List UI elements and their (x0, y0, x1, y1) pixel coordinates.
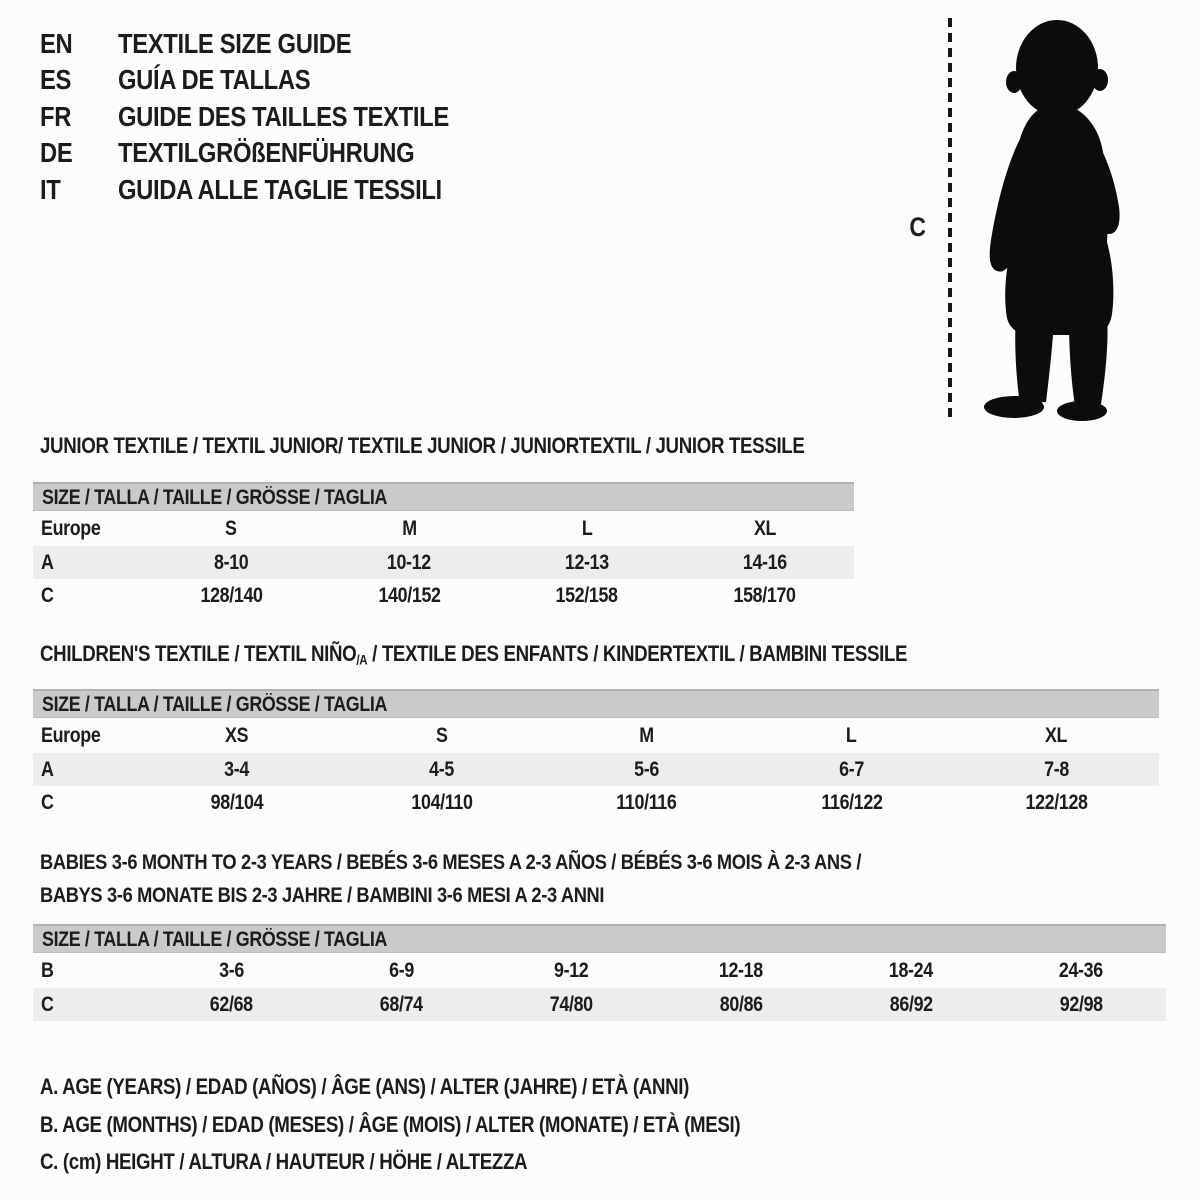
row-label: B (41, 958, 54, 982)
size-header-bar: SIZE / TALLA / TAILLE / GRÖSSE / TAGLIA (33, 482, 854, 511)
table-cell: 80/86 (719, 992, 763, 1016)
table-cell: 122/128 (1025, 790, 1088, 814)
table-cell: 140/152 (378, 583, 441, 607)
legend-line-b: B. AGE (MONTHS) / EDAD (MESES) / ÂGE (MOIS) / ALTER (MONATE) / ETÀ (MESI) (40, 1111, 741, 1137)
table-row (33, 786, 1159, 819)
table-row (33, 988, 1166, 1021)
row-label: C (41, 992, 54, 1016)
table-cell: 3-4 (224, 757, 250, 781)
table-cell: Europe (41, 516, 101, 540)
title-subscript: /A (356, 652, 368, 668)
toddler-silhouette-icon (972, 12, 1142, 422)
language-row-en (40, 26, 507, 62)
table-cell: 152/158 (555, 583, 619, 607)
guide-title: GUIDE DES TAILLES TEXTILE (118, 100, 449, 132)
table-cell: 7-8 (1044, 757, 1069, 781)
row-label: C (41, 583, 54, 607)
table-cell: 24-36 (1058, 958, 1103, 982)
table-cell: 14-16 (742, 550, 787, 574)
table-cell: 128/140 (200, 583, 263, 607)
table-row (33, 579, 854, 612)
table-cell: XL (1045, 723, 1068, 747)
language-row-de (40, 135, 507, 171)
section-title-babies: BABIES 3-6 MONTH TO 2-3 YEARS / BEBÉS 3-6 MESES A 2-3 AÑOS / BÉBÉS 3-6 MOIS À 2-3 ANS / BABYS 3-6 MONATE BIS 2-3 JAHRE / BAMBINI 3-6 MESI A 2-3 ANNI (40, 850, 862, 907)
table-cell: M (401, 516, 417, 540)
table-cell: XL (753, 516, 777, 540)
row-label: A (41, 757, 54, 781)
table-cell: 18-24 (889, 958, 933, 982)
height-measure-label: C (909, 212, 926, 242)
language-code: EN (40, 28, 73, 59)
table-cell: 68/74 (379, 992, 423, 1016)
table-row (33, 546, 854, 579)
table-cell: 92/98 (1059, 992, 1103, 1016)
table-cell: 9-12 (553, 958, 589, 982)
table-header-row (33, 718, 1159, 753)
table-cell: L (846, 723, 857, 747)
measurement-legend (40, 1068, 864, 1181)
junior-size-table (33, 482, 854, 612)
table-row (33, 953, 1166, 988)
legend-line-a: A. AGE (YEARS) / EDAD (AÑOS) / ÂGE (ANS) / ALTER (JAHRE) / ETÀ (ANNI) (40, 1074, 690, 1099)
section-title-junior: JUNIOR TEXTILE / TEXTIL JUNIOR/ TEXTILE JUNIOR / JUNIORTEXTIL / JUNIOR TESSILE (40, 433, 805, 458)
table-cell: 12-18 (719, 958, 764, 982)
language-code: FR (40, 100, 72, 132)
table-cell: 12-13 (565, 550, 610, 574)
guide-title: TEXTILGRÖßENFÜHRUNG (118, 137, 415, 169)
table-cell: 116/122 (820, 790, 883, 814)
children-size-table (33, 689, 1159, 819)
table-cell: Europe (41, 723, 101, 747)
table-row (33, 753, 1159, 786)
table-cell: 158/170 (733, 583, 797, 607)
language-code: DE (40, 137, 73, 169)
table-cell: 98/104 (210, 790, 264, 814)
table-cell: 4-5 (429, 757, 455, 781)
row-label: C (41, 790, 54, 814)
table-cell: 6-7 (839, 757, 864, 781)
table-cell: 6-9 (388, 958, 414, 982)
table-cell: M (639, 723, 654, 747)
size-header-bar: SIZE / TALLA / TAILLE / GRÖSSE / TAGLIA (33, 689, 1159, 718)
table-cell: S (435, 723, 448, 747)
table-cell: 86/92 (889, 992, 933, 1016)
language-row-it (40, 172, 507, 208)
table-cell: 3-6 (218, 958, 244, 982)
size-header-bar: SIZE / TALLA / TAILLE / GRÖSSE / TAGLIA (33, 924, 1166, 953)
table-cell: 104/110 (411, 790, 473, 814)
language-title-list (40, 26, 507, 208)
height-measure-line (948, 18, 952, 418)
language-code: ES (40, 64, 72, 96)
table-cell: 8-10 (213, 550, 249, 574)
table-cell: 74/80 (549, 992, 593, 1016)
table-cell: 10-12 (387, 550, 432, 574)
table-cell: S (225, 516, 237, 540)
language-row-fr (40, 99, 507, 135)
table-cell: XS (225, 723, 249, 747)
language-code: IT (40, 173, 61, 205)
table-cell: 110/116 (616, 790, 677, 814)
guide-title: TEXTILE SIZE GUIDE (118, 28, 352, 59)
row-label: A (41, 550, 54, 574)
language-row-es (40, 62, 507, 98)
table-header-row (33, 511, 854, 546)
guide-title: GUIDA ALLE TAGLIE TESSILI (118, 173, 442, 205)
babies-size-table (33, 924, 1166, 1021)
table-cell: 62/68 (209, 992, 253, 1016)
guide-title: GUÍA DE TALLAS (118, 64, 311, 96)
table-cell: 5-6 (634, 757, 660, 781)
table-cell: L (581, 516, 593, 540)
section-title-children: CHILDREN'S TEXTILE / TEXTIL NIÑO/A / TEXTILE DES ENFANTS / KINDERTEXTIL / BAMBINI TESSILE (40, 641, 908, 668)
legend-line-c: C. (cm) HEIGHT / ALTURA / HAUTEUR / HÖHE / ALTEZZA (40, 1149, 528, 1174)
